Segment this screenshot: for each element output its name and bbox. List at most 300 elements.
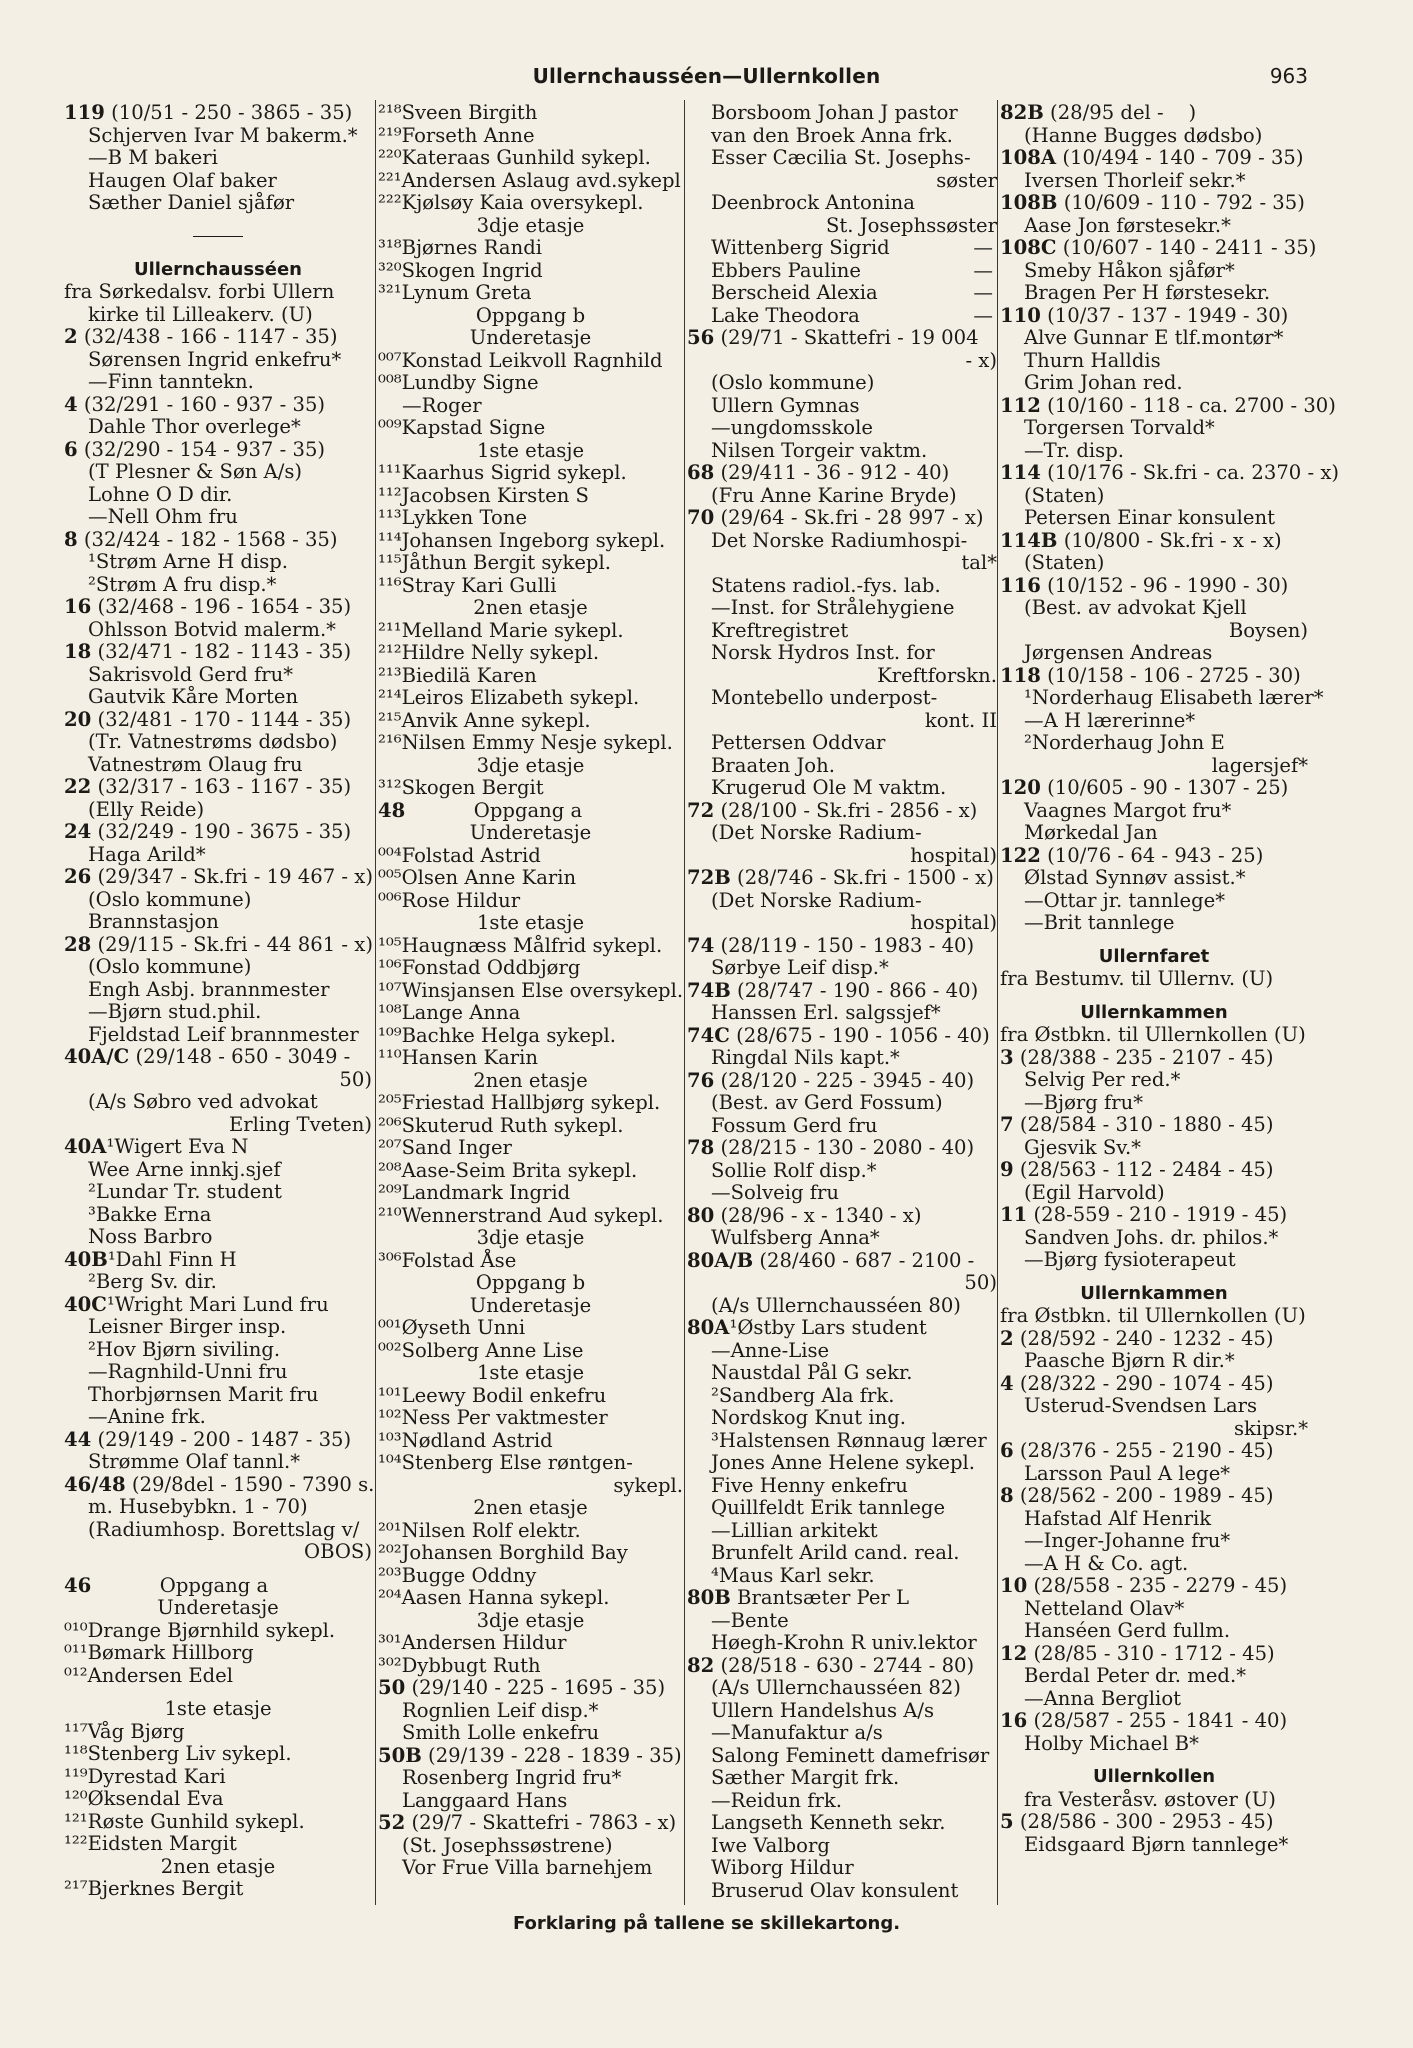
spacer — [1000, 991, 1308, 1002]
line-text: 18 (32/471 - 182 - 1143 - 35) — [64, 640, 352, 663]
line-text: Ullern Handelshus A/s — [711, 1698, 935, 1722]
line-text: Brunfelt Arild cand. real. — [711, 1541, 960, 1564]
line-text: Wulfsberg Anna* — [711, 1226, 880, 1249]
house-entry — [1000, 575, 1308, 598]
resident-line — [64, 1271, 372, 1294]
line-text: ¹⁰⁶Fonstad Oddbjørg — [378, 956, 581, 979]
line-text: Wittenberg Sigrid — [711, 236, 890, 259]
resident-line — [1000, 597, 1308, 620]
resident-line — [64, 1496, 372, 1519]
house-entry — [1000, 1047, 1308, 1070]
line-text: Montebello underpost- — [711, 686, 938, 709]
line-text: Brannstasjon — [88, 910, 219, 933]
line-text: 3 (28/388 - 235 - 2107 - 45) — [1000, 1045, 1274, 1069]
house-entry — [64, 439, 372, 462]
line-text: 82B (28/95 del - ) — [1000, 101, 1197, 124]
resident-line — [687, 1430, 997, 1453]
ditto-dash: — — [973, 236, 993, 259]
house-entry — [1000, 1328, 1308, 1351]
resident-line — [1000, 710, 1308, 733]
line-text: 8 (28/562 - 200 - 1989 - 45) — [1000, 1484, 1274, 1507]
directory-line — [64, 1766, 372, 1789]
line-text: - x) — [965, 348, 997, 372]
resident-line — [687, 417, 997, 440]
resident-line — [687, 102, 997, 125]
line-text: Naustdal Pål G sekr. — [711, 1361, 913, 1384]
resident-line — [687, 1700, 997, 1723]
house-entry — [64, 1249, 372, 1272]
resident-line — [64, 911, 372, 934]
line-text: ²Strøm A fru disp.* — [88, 572, 277, 596]
resident-line — [1000, 1350, 1308, 1373]
line-text: ¹¹⁷Våg Bjørg — [64, 1719, 185, 1743]
line-text: —Finn tanntekn. — [88, 370, 254, 393]
resident-line — [687, 1722, 997, 1745]
resident-line — [687, 597, 997, 620]
directory-line — [378, 350, 683, 373]
directory-line — [378, 642, 683, 665]
line-text: Eidsgaard Bjørn tannlege* — [1024, 1832, 1289, 1856]
line-text: ²⁰³Bugge Oddny — [378, 1563, 537, 1587]
ditto-dash: — — [973, 281, 993, 304]
resident-line — [1000, 1789, 1308, 1812]
line-text: Ullernkollen — [1092, 1766, 1216, 1787]
line-text: —Brit tannlege — [1024, 911, 1175, 934]
floor-heading — [378, 822, 683, 845]
house-entry — [64, 821, 372, 844]
resident-line — [64, 1339, 372, 1362]
line-text: ²¹⁶Nilsen Emmy Nesje sykepl. — [378, 731, 673, 754]
resident-line — [687, 1385, 997, 1408]
line-text: ¹Strøm Arne H disp. — [88, 550, 289, 573]
house-entry — [1000, 777, 1308, 800]
floor-heading — [378, 440, 683, 463]
line-text: Oppgang b — [475, 303, 586, 327]
resident-line — [687, 1475, 997, 1498]
line-text: Lake Theodora — [711, 303, 860, 327]
resident-line — [64, 1226, 372, 1249]
line-text: Quillfeldt Erik tannlege — [711, 1496, 946, 1519]
line-text: ¹Norderhaug Elisabeth lærer* — [1024, 686, 1324, 709]
house-entry — [64, 1472, 375, 1497]
directory-line — [378, 1632, 683, 1655]
directory-line — [64, 1721, 372, 1744]
floor-heading — [378, 1295, 683, 1318]
line-text: Sæther Margit frk. — [711, 1766, 900, 1789]
line-text: Gautvik Kåre Morten — [88, 685, 299, 708]
line-text: Engh Asbj. brannmester — [88, 977, 330, 1001]
floor-heading — [378, 597, 683, 620]
house-entry — [64, 934, 372, 957]
spacer — [1000, 935, 1308, 946]
line-text: —Bjørg fru* — [1024, 1090, 1144, 1114]
resident-line — [687, 1520, 997, 1543]
resident-line — [1000, 215, 1308, 238]
line-text: ¹⁰⁷Winsjansen Else oversykepl. — [378, 978, 684, 1002]
line-text: —Nell Ohm fru — [88, 505, 238, 528]
directory-line — [378, 890, 683, 913]
directory-line — [378, 845, 683, 868]
line-text: Mørkedal Jan — [1024, 821, 1158, 844]
continuation-line — [64, 1541, 372, 1564]
line-text: ¹¹³Lykken Tone — [378, 506, 528, 529]
line-text: 40B¹Dahl Finn H — [64, 1247, 237, 1271]
house-entry — [687, 1070, 997, 1093]
continuation-line — [64, 1069, 372, 1092]
house-entry — [687, 1655, 997, 1678]
line-text: 1ste etasje — [476, 911, 585, 934]
line-text: ¹²⁰Øksendal Eva — [64, 1787, 224, 1810]
directory-line — [378, 1430, 683, 1453]
column-divider — [684, 100, 685, 1905]
line-text: Gjesvik Sv.* — [1024, 1135, 1142, 1159]
house-entry — [687, 980, 997, 1003]
line-text: 40A/C (29/148 - 650 - 3049 - — [64, 1045, 351, 1068]
line-text: ¹¹⁸Stenberg Liv sykepl. — [64, 1742, 292, 1765]
line-text: 50) — [964, 1271, 997, 1294]
house-entry — [1000, 665, 1308, 688]
house-entry — [378, 1812, 683, 1835]
directory-line — [64, 1620, 372, 1643]
line-text: Langgaard Hans — [402, 1788, 568, 1812]
line-text: Larsson Paul A lege* — [1024, 1461, 1231, 1485]
line-text: 4 (32/291 - 160 - 937 - 35) — [64, 392, 326, 416]
resident-line — [1000, 485, 1308, 508]
line-text: Norsk Hydros Inst. for — [711, 641, 935, 664]
directory-line — [378, 777, 683, 800]
section-rule — [64, 226, 372, 248]
resident-line — [1000, 1530, 1308, 1553]
line-text: 2nen etasje — [473, 1496, 588, 1519]
house-entry — [64, 709, 372, 732]
line-text: ¹²²Eidsten Margit — [64, 1832, 237, 1855]
house-entry — [1000, 845, 1308, 868]
line-text: fra Vesteråsv. østover (U) — [1024, 1787, 1276, 1811]
line-text: ¹¹²Jacobsen Kirsten S — [378, 483, 589, 507]
directory-line — [378, 1317, 683, 1340]
line-text: Ohlsson Botvid malerm.* — [88, 617, 336, 641]
line-text: Sørensen Ingrid enkefru* — [88, 347, 342, 371]
line-text: Alve Gunnar E tlf.montør* — [1024, 326, 1284, 349]
directory-line — [378, 867, 683, 890]
line-text: 12 (28/85 - 310 - 1712 - 45) — [1000, 1641, 1275, 1665]
line-text: ²Hov Bjørn siviling. — [88, 1337, 281, 1361]
line-text: 70 (29/64 - Sk.fri - 28 997 - x) — [687, 506, 984, 529]
line-text: —Bente — [711, 1608, 789, 1632]
line-text: Iversen Thorleif sekr.* — [1024, 168, 1246, 192]
continuation-line — [687, 1272, 997, 1295]
resident-line — [687, 1565, 997, 1588]
house-entry — [1000, 236, 1317, 260]
line-text: 22 (32/317 - 163 - 1167 - 35) — [64, 775, 352, 798]
resident-line — [687, 575, 997, 598]
line-text: kont. II — [924, 708, 997, 732]
line-text: Vaagnes Margot fru* — [1024, 798, 1232, 822]
resident-line — [1000, 1249, 1308, 1272]
line-text: ¹⁰²Ness Per vaktmester — [378, 1406, 608, 1429]
line-text: Petersen Einar konsulent — [1024, 506, 1276, 529]
line-text: 52 (29/7 - Skattefri - 7863 - x) — [378, 1811, 677, 1834]
line-text: ²¹⁹Forseth Anne — [378, 123, 535, 147]
resident-line — [687, 1542, 997, 1565]
house-entry — [64, 1136, 372, 1159]
house-entry — [1000, 1485, 1308, 1508]
resident-line — [64, 484, 372, 507]
resident-line — [1000, 350, 1308, 373]
line-text: Ullernchausséen — [134, 258, 302, 280]
resident-line — [687, 305, 997, 328]
line-text: Holby Michael B* — [1024, 1731, 1199, 1755]
directory-column-1 — [64, 101, 375, 1902]
street-heading — [64, 259, 372, 282]
floor-heading — [378, 1362, 683, 1385]
resident-line — [1000, 642, 1308, 665]
house-entry — [687, 462, 997, 485]
line-text: Netteland Olav* — [1024, 1596, 1185, 1620]
resident-line — [1000, 1620, 1308, 1643]
line-text: Ullernkammen — [1080, 1282, 1228, 1304]
resident-line — [64, 1001, 372, 1024]
resident-line — [1000, 440, 1308, 463]
line-text: ²¹³Biedilä Karen — [378, 663, 537, 687]
resident-line — [687, 1340, 997, 1363]
resident-line — [64, 574, 372, 597]
line-text: Krugerud Ole M vaktm. — [711, 776, 947, 799]
house-entry — [1000, 1643, 1308, 1666]
house-entry — [64, 102, 372, 125]
resident-line — [687, 282, 997, 305]
line-text: ²¹⁸Sveen Birgith — [378, 101, 538, 124]
floor-heading — [378, 1070, 683, 1093]
line-text: Noss Barbro — [88, 1225, 213, 1248]
line-text: hospital) — [910, 843, 997, 867]
directory-line — [378, 1565, 683, 1588]
continuation-line — [1000, 620, 1308, 643]
line-text: —Tr. disp. — [1024, 438, 1124, 462]
line-text: ¹⁰⁴Stenberg Else røntgen- — [378, 1451, 633, 1474]
directory-line — [378, 507, 683, 530]
line-text: Five Henny enkefru — [711, 1473, 908, 1497]
directory-line — [378, 1047, 683, 1070]
resident-line — [687, 1745, 997, 1768]
line-text: Nilsen Torgeir vaktm. — [711, 438, 928, 462]
line-text: Selvig Per red.* — [1024, 1068, 1181, 1091]
directory-line — [378, 372, 683, 395]
resident-line — [64, 349, 372, 372]
floor-heading — [378, 215, 683, 238]
resident-line — [1000, 1733, 1308, 1756]
line-text: ²⁰²Johansen Borghild Bay — [378, 1541, 628, 1564]
resident-line — [687, 732, 997, 755]
line-text: —Ottar jr. tannlege* — [1024, 888, 1226, 912]
page-number: 963 — [1269, 64, 1308, 88]
resident-line — [64, 416, 372, 439]
line-text: ²¹⁰Wennerstrand Aud sykepl. — [378, 1203, 664, 1227]
resident-line — [1000, 260, 1308, 283]
line-text: Berscheid Alexia — [711, 281, 878, 304]
directory-line — [378, 102, 683, 125]
directory-line — [378, 665, 683, 688]
resident-line — [1000, 912, 1308, 935]
line-text: Hafstad Alf Henrik — [1024, 1506, 1212, 1530]
line-text: ²²⁰Kateraas Gunhild sykepl. — [378, 146, 651, 169]
line-text: 74B (28/747 - 190 - 866 - 40) — [687, 978, 979, 1002]
directory-line — [378, 1160, 683, 1183]
directory-line — [378, 552, 683, 575]
house-entry — [1000, 1440, 1308, 1463]
line-text: Nordskog Knut ing. — [711, 1406, 906, 1429]
line-text: Ullernkammen — [1080, 1001, 1228, 1023]
line-text: Esser Cæcilia St. Josephs- — [711, 146, 971, 169]
line-text: ²Norderhaug John E — [1024, 731, 1225, 754]
line-text: —Roger — [402, 393, 482, 417]
resident-line — [64, 956, 372, 979]
line-text: Sørbye Leif disp.* — [711, 956, 889, 979]
house-entry — [687, 935, 997, 958]
directory-line — [378, 980, 683, 1003]
line-text: 80B Brantsæter Per L — [687, 1586, 910, 1609]
line-text: Strømme Olaf tannl.* — [88, 1450, 301, 1473]
line-text: 80A¹Østby Lars student — [687, 1316, 927, 1339]
resident-line — [64, 664, 372, 687]
resident-line — [378, 1857, 683, 1880]
line-text: —Anne-Lise — [711, 1338, 830, 1362]
directory-line — [378, 1655, 683, 1678]
resident-line — [378, 1767, 683, 1790]
house-entry — [378, 1745, 683, 1768]
line-text: ¹⁰⁸Lange Anna — [378, 1001, 521, 1024]
resident-line — [64, 551, 372, 574]
line-text: 16 (32/468 - 196 - 1654 - 35) — [64, 595, 352, 618]
line-text: Smeby Håkon sjåfør* — [1024, 258, 1235, 282]
line-text: ²Berg Sv. dir. — [88, 1270, 217, 1293]
house-entry — [64, 394, 372, 417]
house-entry — [687, 1205, 997, 1228]
line-text: ²⁰⁴Aasen Hanna sykepl. — [378, 1586, 610, 1609]
continuation-line — [687, 552, 997, 575]
directory-line — [378, 1137, 683, 1160]
line-text: Braaten Joh. — [711, 753, 835, 777]
line-text: 50B (29/139 - 228 - 1839 - 35) — [378, 1743, 682, 1767]
line-text: Deenbrock Antonina — [711, 191, 915, 214]
line-text: 1ste etasje — [476, 438, 585, 462]
line-text: Ebbers Pauline — [711, 258, 861, 282]
line-text: Smith Lolle enkefru — [402, 1721, 600, 1744]
line-text: Schjerven Ivar M bakerm.* — [88, 123, 358, 147]
line-text: (Oslo kommune) — [88, 887, 252, 911]
resident-line — [687, 1497, 997, 1520]
line-text: ¹¹⁶Stray Kari Gulli — [378, 573, 557, 597]
directory-line — [378, 530, 683, 553]
line-text: 11 (28-559 - 210 - 1919 - 45) — [1000, 1203, 1288, 1226]
directory-column-3 — [687, 102, 997, 1902]
directory-line — [378, 1205, 683, 1228]
resident-line — [64, 506, 372, 529]
continuation-line — [1000, 1418, 1308, 1441]
line-text: Ullern Gymnas — [711, 393, 860, 417]
line-text: (Det Norske Radium- — [711, 888, 922, 912]
resident-line — [687, 260, 997, 283]
line-text: fra Bestumv. til Ullernv. (U) — [1000, 967, 1274, 990]
resident-line — [64, 170, 372, 193]
line-text: ⁰⁰²Solberg Anne Lise — [378, 1338, 584, 1362]
line-text: (A/s Ullernchausséen 80) — [711, 1293, 961, 1317]
line-text: ⁰¹⁰Drange Bjørnhild sykepl. — [64, 1618, 336, 1642]
line-text: (Best. av advokat Kjell — [1024, 596, 1247, 619]
line-text: Jones Anne Helene sykepl. — [711, 1451, 975, 1474]
continuation-line — [687, 665, 997, 688]
resident-line — [687, 890, 997, 913]
line-text: OBOS) — [304, 1540, 372, 1563]
resident-line — [64, 731, 372, 754]
line-text: (St. Josephssøstrene) — [402, 1833, 613, 1857]
resident-line — [687, 1632, 997, 1655]
line-text: ⁴Maus Karl sekr. — [711, 1563, 875, 1587]
line-text: ²Lundar Tr. student — [88, 1180, 282, 1203]
line-text: ³¹⁸Bjørnes Randi — [378, 236, 543, 259]
resident-line — [64, 1316, 372, 1339]
resident-line — [64, 844, 372, 867]
directory-line — [378, 1587, 683, 1610]
line-text: ⁰¹²Andersen Edel — [64, 1663, 234, 1687]
line-text: 2 (28/592 - 240 - 1232 - 45) — [1000, 1326, 1274, 1350]
house-entry — [1000, 102, 1308, 125]
line-text: fra Østbkn. til Ullernkollen (U) — [1000, 1023, 1306, 1046]
resident-line — [1000, 327, 1308, 350]
directory-line — [378, 125, 683, 148]
line-text: Rognlien Leif disp.* — [402, 1698, 599, 1722]
resident-line — [687, 687, 997, 710]
resident-line — [687, 1227, 997, 1250]
resident-line — [64, 1451, 372, 1474]
directory-line — [378, 620, 683, 643]
line-text: Ringdal Nils kapt.* — [711, 1046, 900, 1069]
resident-line — [687, 1295, 997, 1318]
line-text: ¹²¹Røste Gunhild sykepl. — [64, 1809, 305, 1833]
resident-line — [1000, 867, 1308, 890]
continuation-line — [687, 912, 997, 935]
resident-line — [64, 1091, 372, 1114]
directory-line — [64, 281, 372, 304]
directory-line — [378, 1542, 683, 1565]
line-text: (Fru Anne Karine Bryde) — [711, 483, 957, 507]
resident-line — [687, 1880, 997, 1903]
resident-line — [64, 619, 372, 642]
floor-heading — [64, 1856, 372, 1879]
resident-line — [1000, 1553, 1308, 1576]
line-text: —Solveig fru — [711, 1181, 840, 1204]
resident-line — [687, 1767, 997, 1790]
line-text: ³Halstensen Rønnaug lærer — [711, 1428, 987, 1452]
line-text: Salong Feminett damefrisør — [711, 1743, 990, 1767]
line-text: Jørgensen Andreas — [1024, 641, 1213, 664]
line-text: ³⁰²Dybbugt Ruth — [378, 1653, 541, 1677]
line-text: (Tr. Vatnestrøms dødsbo) — [88, 730, 338, 753]
continuation-line — [687, 845, 997, 868]
resident-line — [687, 372, 997, 395]
ditto-dash: — — [973, 258, 993, 282]
line-text: —Ragnhild-Unni fru — [88, 1360, 288, 1383]
floor-heading — [378, 305, 683, 328]
continuation-line — [687, 170, 997, 193]
house-entry — [1000, 1159, 1308, 1182]
directory-line — [1000, 968, 1308, 991]
resident-line — [687, 1362, 997, 1385]
line-text: Langseth Kenneth sekr. — [711, 1811, 946, 1834]
directory-line — [378, 1520, 683, 1543]
line-text: Statens radiol.-fys. lab. — [711, 573, 941, 597]
resident-line — [687, 147, 997, 170]
